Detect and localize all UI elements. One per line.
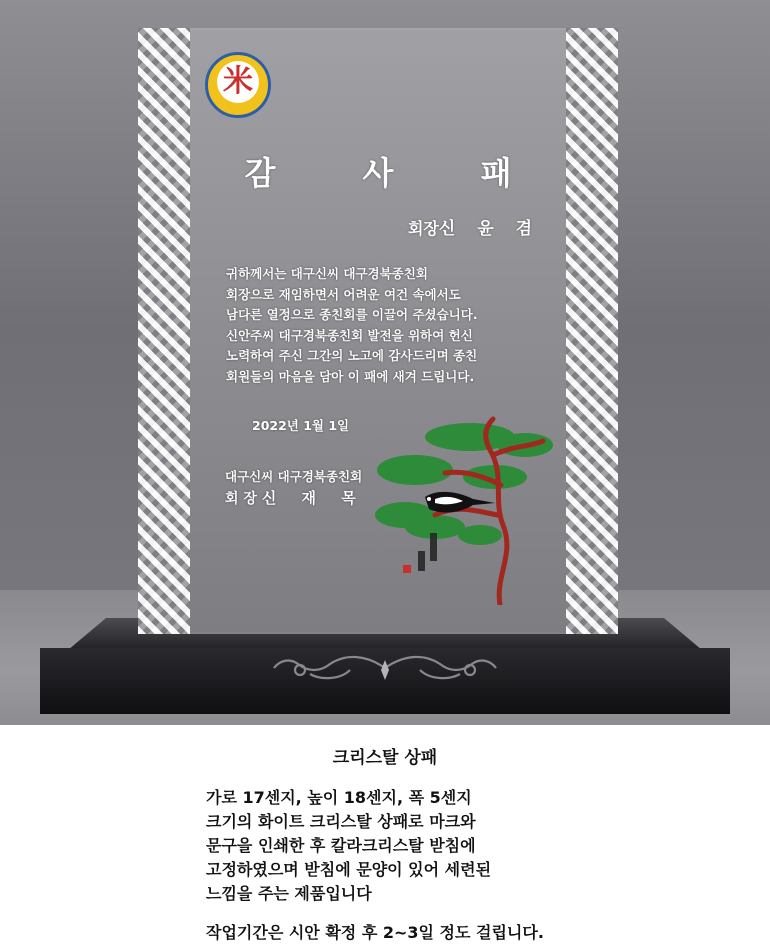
left-crystal-facet — [138, 28, 190, 634]
body-line: 회장으로 재임하면서 어려운 여건 속에서도 — [226, 286, 461, 302]
body-line: 귀하께서는 대구신씨 대구경북종친회 — [226, 266, 428, 281]
lead-time-note: 작업기간은 시안 확정 후 2~3일 정도 걸립니다. — [206, 923, 544, 942]
emblem-inner-circle — [217, 61, 259, 103]
body-line: 회원들의 마음을 담아 이 패에 새겨 드립니다. — [226, 368, 475, 384]
body-line: 남다른 열정으로 종친회를 이끌어 주셨습니다. — [226, 307, 478, 322]
clan-emblem-logo — [205, 52, 271, 118]
product-description — [206, 786, 491, 906]
description-line: 문구을 인쇄한 후 칼라크리스탈 받침에 — [206, 836, 476, 855]
description-line: 크기의 화이트 크리스탈 상패로 마크와 — [206, 812, 476, 831]
emblem-glyph: 米 — [223, 64, 253, 99]
body-line: 노력하여 주신 그간의 노고에 감사드리며 종친 — [226, 348, 478, 363]
base-ornament-pattern — [250, 648, 520, 688]
giver-organization: 대구신씨 대구경북종친회 — [225, 469, 363, 484]
description-line: 가로 17센지, 높이 18센지, 폭 5센지 — [206, 788, 472, 807]
recipient-title: 회장 — [407, 219, 439, 238]
recipient-name: 신 윤 겸 — [438, 219, 540, 239]
description-line: 느낌을 주는 제품입니다 — [206, 884, 372, 903]
recipient-line — [330, 214, 540, 239]
pine-tree-magpie-illustration — [375, 415, 555, 605]
giver-title: 회 장 — [225, 491, 257, 507]
plaque-title: 감 사 패 — [244, 154, 550, 192]
giver-line — [225, 487, 366, 508]
product-title: 크리스탈 상패 — [332, 748, 438, 768]
description-line: 고정하였으며 받침에 문양이 있어 세련된 — [206, 860, 492, 879]
plaque-body-text — [226, 264, 536, 387]
magpie-icon — [425, 492, 495, 513]
giver-name: 신 재 목 — [261, 489, 366, 507]
plaque-date: 2022년 1월 1일 — [252, 418, 350, 433]
right-crystal-facet — [566, 28, 618, 634]
body-line: 신안주씨 대구경북종친회 발전을 위하여 헌신 — [226, 327, 473, 343]
